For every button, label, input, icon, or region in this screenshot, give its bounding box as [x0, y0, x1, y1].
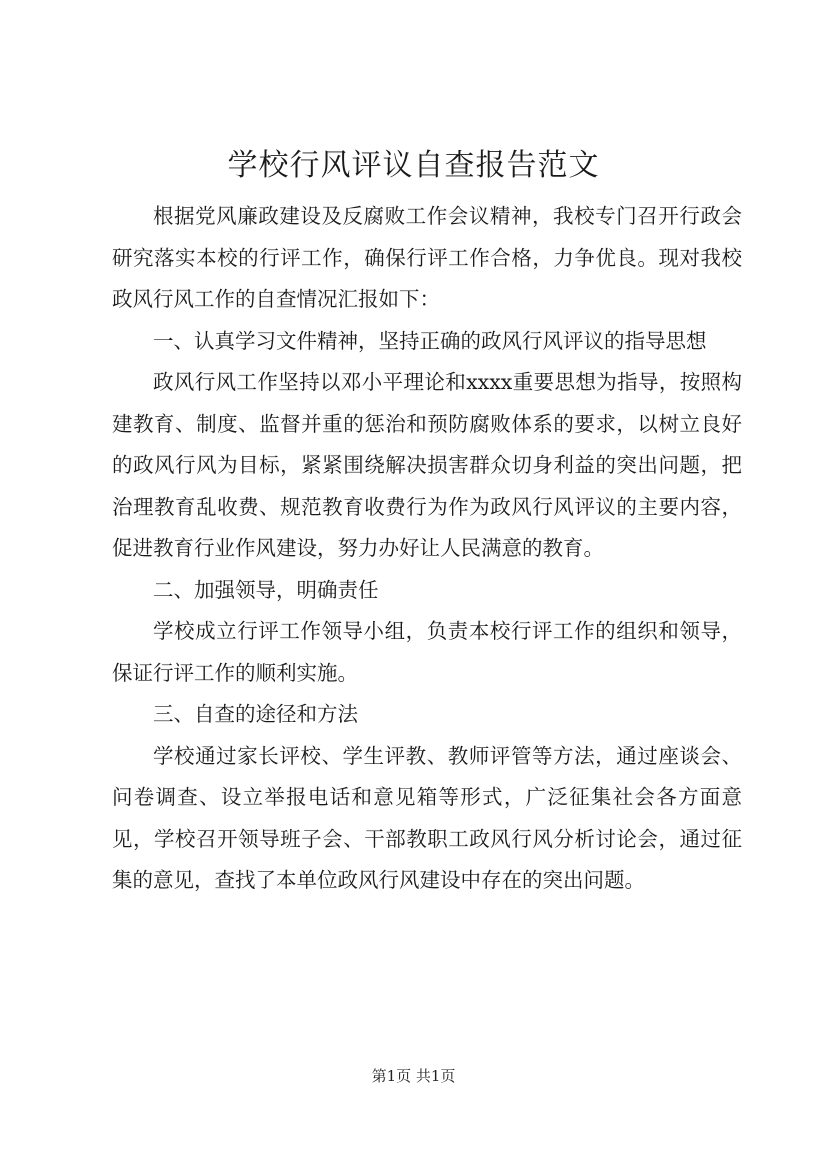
paragraph-section-1: 政风行风工作坚持以邓小平理论和xxxx重要思想为指导，按照构建教育、制度、监督并重的惩治和预防腐败体系的要求，以树立良好的政风行风为目标，紧紧围绕解决损害群众切身利益的突出问题，把治理教育乱收费、规范教育收费行为作为政风行风评议的主要内容，促进教育行业作风建设，努力办好让人民满意的教育。	[112, 370, 742, 560]
paragraph-section-3: 学校通过家长评校、学生评教、教师评管等方法，通过座谈会、问卷调查、设立举报电话和意见箱等形式，广泛征集社会各方面意见，学校召开领导班子会、干部教职工政风行风分析讨论会，通过征集的意见，查找了本单位政风行风建设中存在的突出问题。	[112, 743, 742, 892]
paragraph-intro: 根据党风廉政建设及反腐败工作会议精神，我校专门召开行政会研究落实本校的行评工作，确保行评工作合格，力争优良。现对我校政风行风工作的自查情况汇报如下：	[112, 204, 742, 311]
section-heading-2: 二、加强领导，明确责任	[153, 577, 379, 602]
section-heading-1: 一、认真学习文件精神，坚持正确的政风行风评议的指导思想	[153, 328, 707, 353]
section-heading-3: 三、自查的途径和方法	[153, 702, 358, 726]
paragraph-section-2: 学校成立行评工作领导小组，负责本校行评工作的组织和领导，保证行评工作的顺利实施。	[112, 619, 742, 685]
page-footer: 第1页 共1页	[371, 1067, 456, 1085]
document-body	[112, 196, 742, 902]
document-title: 学校行风评议自查报告范文	[227, 148, 600, 183]
